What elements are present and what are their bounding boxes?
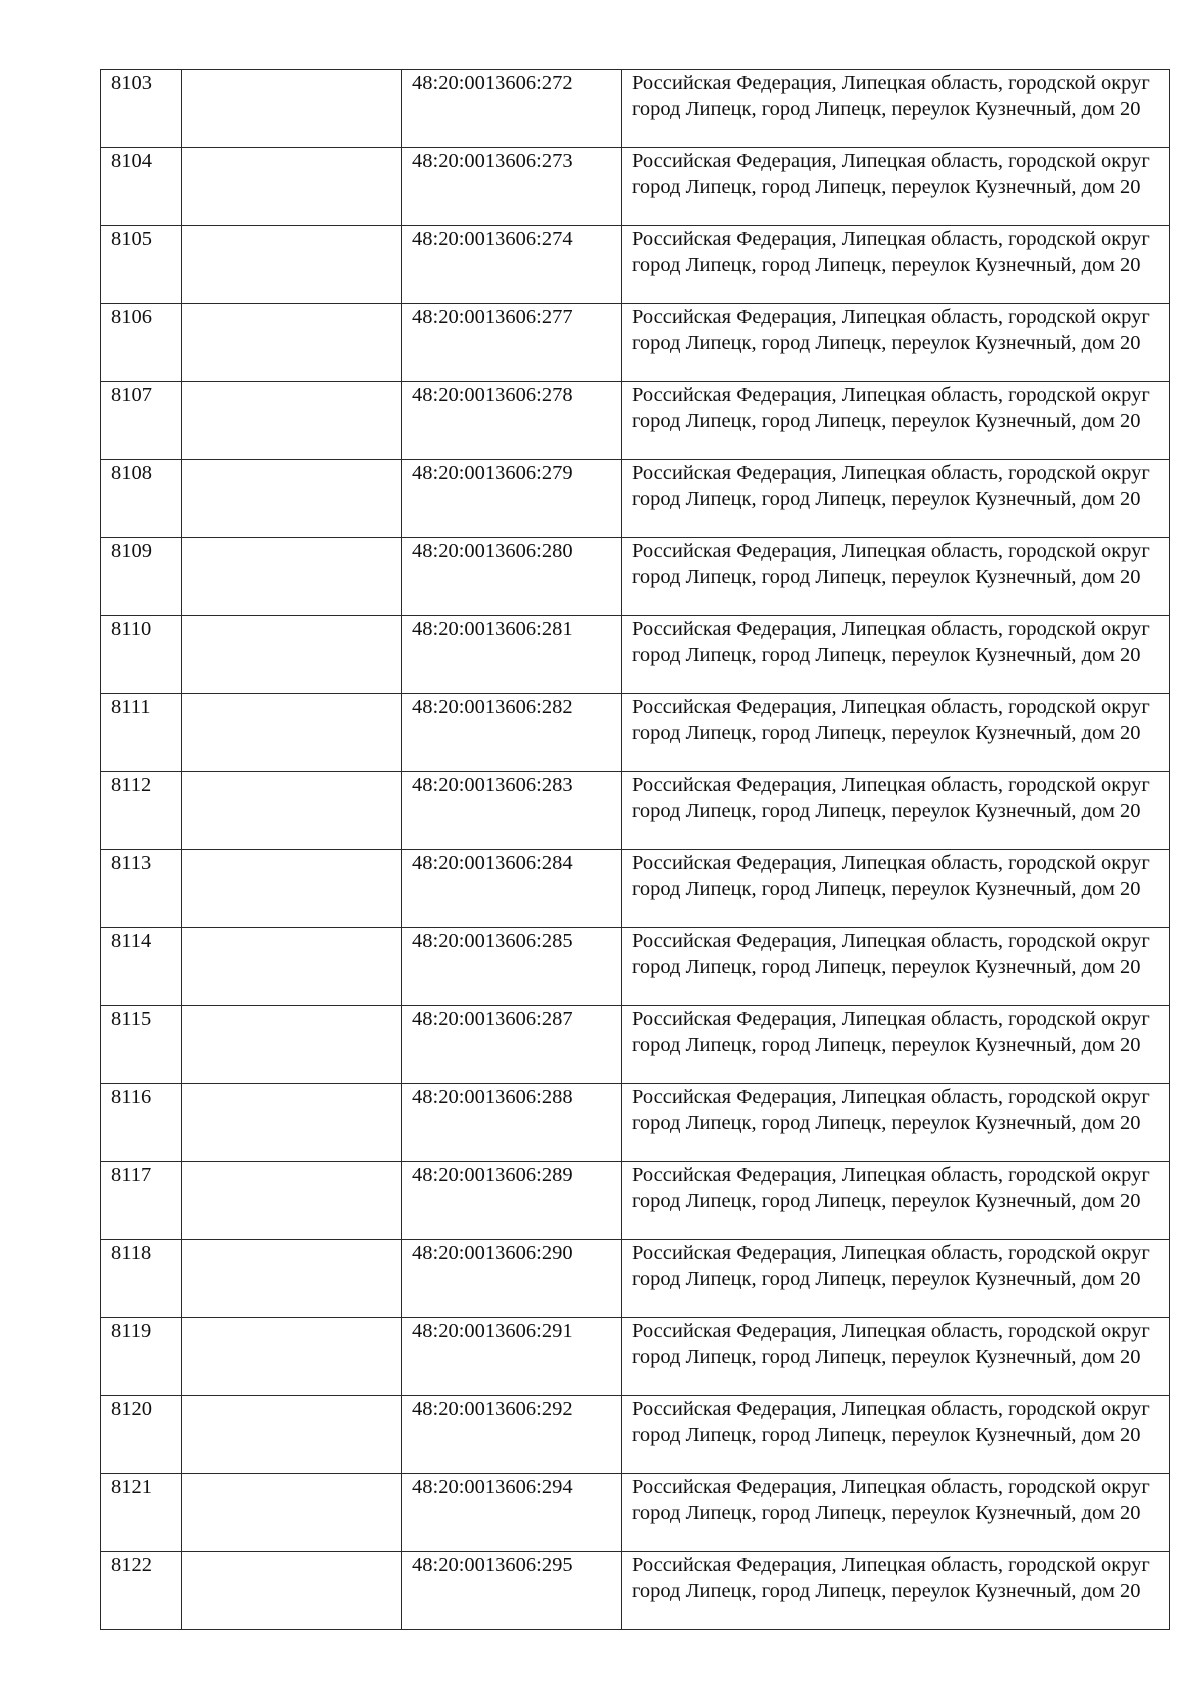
table-row (101, 1162, 1170, 1240)
empty-cell (182, 70, 402, 148)
row-number-cell: 8122 (101, 1552, 182, 1630)
cadastral-number-cell: 48:20:0013606:281 (402, 616, 622, 694)
address-cell: Российская Федерация, Липецкая область, городской округ город Липецк, город Липецк, переулок Кузнечный, дом 20 (622, 1474, 1170, 1552)
table-row (101, 850, 1170, 928)
address-cell: Российская Федерация, Липецкая область, городской округ город Липецк, город Липецк, переулок Кузнечный, дом 20 (622, 304, 1170, 382)
address-cell: Российская Федерация, Липецкая область, городской округ город Липецк, город Липецк, переулок Кузнечный, дом 20 (622, 382, 1170, 460)
cadastral-number-cell: 48:20:0013606:285 (402, 928, 622, 1006)
table-row (101, 616, 1170, 694)
empty-cell (182, 772, 402, 850)
address-cell: Российская Федерация, Липецкая область, городской округ город Липецк, город Липецк, переулок Кузнечный, дом 20 (622, 538, 1170, 616)
cadastral-number-cell: 48:20:0013606:288 (402, 1084, 622, 1162)
empty-cell (182, 1084, 402, 1162)
empty-cell (182, 694, 402, 772)
cadastral-number-cell: 48:20:0013606:280 (402, 538, 622, 616)
table-row (101, 1318, 1170, 1396)
row-number-cell: 8106 (101, 304, 182, 382)
address-cell: Российская Федерация, Липецкая область, городской округ город Липецк, город Липецк, переулок Кузнечный, дом 20 (622, 70, 1170, 148)
row-number-cell: 8113 (101, 850, 182, 928)
empty-cell (182, 304, 402, 382)
cadastral-number-cell: 48:20:0013606:289 (402, 1162, 622, 1240)
table-row (101, 928, 1170, 1006)
address-cell: Российская Федерация, Липецкая область, городской округ город Липецк, город Липецк, переулок Кузнечный, дом 20 (622, 616, 1170, 694)
empty-cell (182, 1240, 402, 1318)
table-row (101, 148, 1170, 226)
address-cell: Российская Федерация, Липецкая область, городской округ город Липецк, город Липецк, переулок Кузнечный, дом 20 (622, 1006, 1170, 1084)
row-number-cell: 8121 (101, 1474, 182, 1552)
row-number-cell: 8117 (101, 1162, 182, 1240)
row-number-cell: 8112 (101, 772, 182, 850)
registry-table (100, 69, 1170, 1630)
empty-cell (182, 928, 402, 1006)
empty-cell (182, 616, 402, 694)
cadastral-number-cell: 48:20:0013606:283 (402, 772, 622, 850)
row-number-cell: 8116 (101, 1084, 182, 1162)
table-row (101, 70, 1170, 148)
row-number-cell: 8111 (101, 694, 182, 772)
address-cell: Российская Федерация, Липецкая область, городской округ город Липецк, город Липецк, переулок Кузнечный, дом 20 (622, 1318, 1170, 1396)
empty-cell (182, 1552, 402, 1630)
table-row (101, 538, 1170, 616)
row-number-cell: 8110 (101, 616, 182, 694)
address-cell: Российская Федерация, Липецкая область, городской округ город Липецк, город Липецк, переулок Кузнечный, дом 20 (622, 928, 1170, 1006)
cadastral-number-cell: 48:20:0013606:279 (402, 460, 622, 538)
row-number-cell: 8115 (101, 1006, 182, 1084)
address-cell: Российская Федерация, Липецкая область, городской округ город Липецк, город Липецк, переулок Кузнечный, дом 20 (622, 1084, 1170, 1162)
table-row (101, 772, 1170, 850)
cadastral-number-cell: 48:20:0013606:294 (402, 1474, 622, 1552)
empty-cell (182, 850, 402, 928)
address-cell: Российская Федерация, Липецкая область, городской округ город Липецк, город Липецк, переулок Кузнечный, дом 20 (622, 460, 1170, 538)
table-row (101, 694, 1170, 772)
address-cell: Российская Федерация, Липецкая область, городской округ город Липецк, город Липецк, переулок Кузнечный, дом 20 (622, 850, 1170, 928)
empty-cell (182, 1396, 402, 1474)
cadastral-number-cell: 48:20:0013606:278 (402, 382, 622, 460)
empty-cell (182, 538, 402, 616)
empty-cell (182, 460, 402, 538)
address-cell: Российская Федерация, Липецкая область, городской округ город Липецк, город Липецк, переулок Кузнечный, дом 20 (622, 1552, 1170, 1630)
address-cell: Российская Федерация, Липецкая область, городской округ город Липецк, город Липецк, переулок Кузнечный, дом 20 (622, 1240, 1170, 1318)
cadastral-number-cell: 48:20:0013606:291 (402, 1318, 622, 1396)
table-row (101, 1474, 1170, 1552)
table-row (101, 1396, 1170, 1474)
address-cell: Российская Федерация, Липецкая область, городской округ город Липецк, город Липецк, переулок Кузнечный, дом 20 (622, 772, 1170, 850)
table-row (101, 226, 1170, 304)
cadastral-number-cell: 48:20:0013606:290 (402, 1240, 622, 1318)
empty-cell (182, 1318, 402, 1396)
empty-cell (182, 148, 402, 226)
row-number-cell: 8120 (101, 1396, 182, 1474)
table-row (101, 304, 1170, 382)
table-row (101, 460, 1170, 538)
cadastral-number-cell: 48:20:0013606:277 (402, 304, 622, 382)
row-number-cell: 8118 (101, 1240, 182, 1318)
row-number-cell: 8109 (101, 538, 182, 616)
row-number-cell: 8107 (101, 382, 182, 460)
empty-cell (182, 1162, 402, 1240)
row-number-cell: 8114 (101, 928, 182, 1006)
cadastral-number-cell: 48:20:0013606:295 (402, 1552, 622, 1630)
row-number-cell: 8108 (101, 460, 182, 538)
row-number-cell: 8119 (101, 1318, 182, 1396)
empty-cell (182, 226, 402, 304)
registry-table-body (101, 70, 1170, 1630)
address-cell: Российская Федерация, Липецкая область, городской округ город Липецк, город Липецк, переулок Кузнечный, дом 20 (622, 226, 1170, 304)
row-number-cell: 8105 (101, 226, 182, 304)
row-number-cell: 8103 (101, 70, 182, 148)
table-row (101, 1240, 1170, 1318)
address-cell: Российская Федерация, Липецкая область, городской округ город Липецк, город Липецк, переулок Кузнечный, дом 20 (622, 1162, 1170, 1240)
table-row (101, 382, 1170, 460)
empty-cell (182, 1006, 402, 1084)
row-number-cell: 8104 (101, 148, 182, 226)
cadastral-number-cell: 48:20:0013606:273 (402, 148, 622, 226)
cadastral-number-cell: 48:20:0013606:274 (402, 226, 622, 304)
cadastral-number-cell: 48:20:0013606:287 (402, 1006, 622, 1084)
table-row (101, 1084, 1170, 1162)
cadastral-number-cell: 48:20:0013606:292 (402, 1396, 622, 1474)
empty-cell (182, 382, 402, 460)
cadastral-number-cell: 48:20:0013606:272 (402, 70, 622, 148)
table-row (101, 1552, 1170, 1630)
address-cell: Российская Федерация, Липецкая область, городской округ город Липецк, город Липецк, переулок Кузнечный, дом 20 (622, 148, 1170, 226)
address-cell: Российская Федерация, Липецкая область, городской округ город Липецк, город Липецк, переулок Кузнечный, дом 20 (622, 694, 1170, 772)
cadastral-number-cell: 48:20:0013606:284 (402, 850, 622, 928)
empty-cell (182, 1474, 402, 1552)
address-cell: Российская Федерация, Липецкая область, городской округ город Липецк, город Липецк, переулок Кузнечный, дом 20 (622, 1396, 1170, 1474)
cadastral-number-cell: 48:20:0013606:282 (402, 694, 622, 772)
table-row (101, 1006, 1170, 1084)
